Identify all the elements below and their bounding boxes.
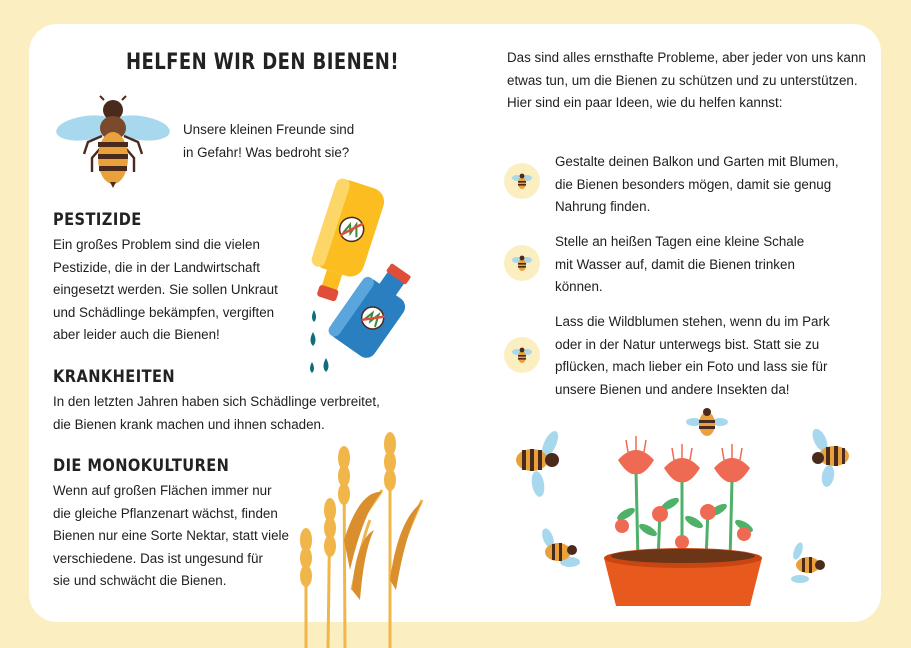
bee-icon (52, 96, 174, 188)
bee-icon (686, 408, 728, 440)
section-heading-monokulturen: DIE MONOKULTUREN (53, 456, 230, 476)
section-text-pestizide: Ein großes Problem sind die vielen Pestizide, die in der Landwirtschaft eingesetzt werden. Sie sollen Unkraut und Schädlinge bekämpfen, vergiften aber leider auch die Bienen! (53, 237, 278, 342)
bee-icon (790, 545, 826, 585)
tip-text-3: Lass die Wildblumen stehen, wenn du im Park oder in der Natur unterwegs bist. Statt sie zu pflücken, mach lieber ein Foto und lass sie für unsere Bienen und andere Insekten da! (555, 314, 830, 397)
bee-icon (512, 171, 532, 191)
section-heading-pestizide: PESTIZIDE (53, 210, 142, 230)
bee-icon (806, 430, 854, 486)
section-text-krankheiten: In den letzten Jahren haben sich Schädlinge verbreitet, die Bienen krank machen und ihnen schaden. (53, 394, 380, 432)
tip-bee-badge (504, 245, 540, 281)
pesticide-bottle-icon (296, 182, 411, 382)
tip-bee-badge (504, 163, 540, 199)
right-intro-text: Das sind alles ernsthafte Probleme, aber jeder von uns kann etwas tun, um die Bienen zu schützen und zu unterstützen. Hier sind ein paar Ideen, wie du helfen kannst: (507, 50, 866, 110)
tip-bee-badge (504, 337, 540, 373)
bee-icon (512, 430, 562, 496)
bee-icon (512, 345, 532, 365)
page-title: HELFEN WIR DEN BIENEN! (126, 50, 399, 75)
section-text-monokulturen: Wenn auf großen Flächen immer nur die gleiche Pflanzenart wächst, finden Bienen nur eine Sorte Nektar, statt viele verschiedene. Das ist ungesund für sie und schwächt die Bienen. (53, 483, 289, 588)
flower-pot-icon (598, 430, 768, 610)
bee-icon (538, 530, 580, 570)
tip-text-2: Stelle an heißen Tagen eine kleine Schale mit Wasser auf, damit die Bienen trinken können. (555, 234, 805, 294)
intro-text: Unsere kleinen Freunde sind in Gefahr! Was bedroht sie? (183, 122, 355, 160)
section-heading-krankheiten: KRANKHEITEN (53, 367, 176, 387)
bee-icon (512, 253, 532, 273)
tip-text-1: Gestalte deinen Balkon und Garten mit Blumen, die Bienen besonders mögen, damit sie genug Nahrung finden. (555, 154, 839, 214)
wheat-icon (290, 430, 430, 648)
